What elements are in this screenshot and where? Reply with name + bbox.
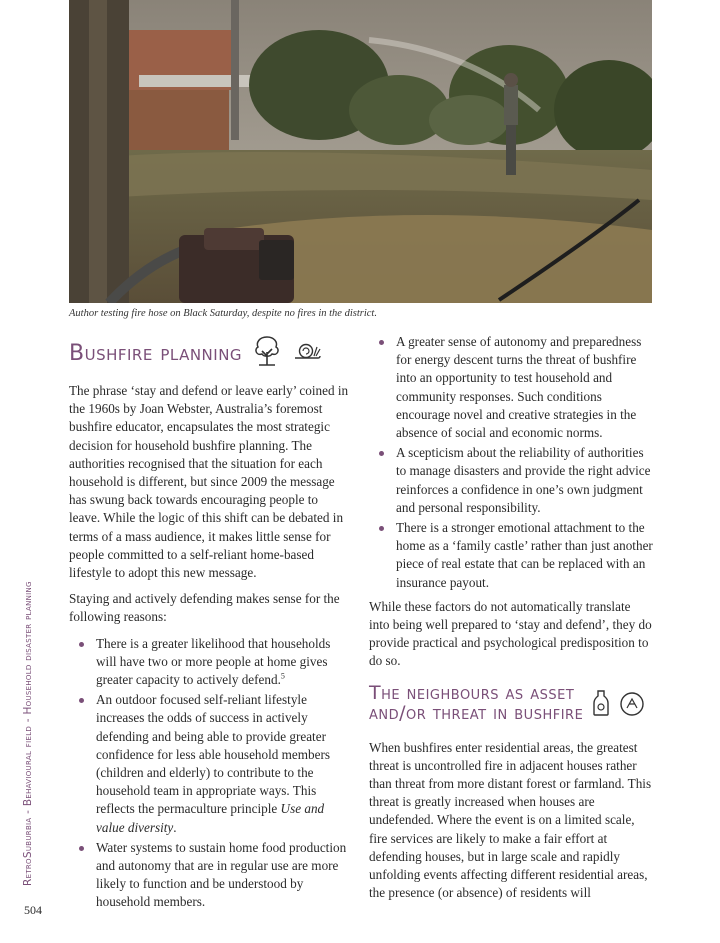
reasons-list-continued	[369, 333, 653, 592]
right-column	[369, 333, 653, 910]
paragraph: When bushfires enter residential areas, the greatest threat is uncontrolled fire in adjacent houses rather than threat from more distant forest or farmland. This threat is greatly increased when houses are undefended. Where the event is on a limited scale, fire services are likely to make a fair effort at defending houses, but in large scale and rapidly unfolding events affecting different residential areas, the presence (or absence) of residents will	[369, 739, 652, 901]
list-item	[369, 519, 653, 592]
garden-photo-illustration	[69, 0, 652, 303]
section-heading-neighbours	[369, 683, 653, 723]
list-item-text: There is a stronger emotional attachment to the home as a ‘family castle’ rather than just another piece of real estate that can be replaced with an insurance payout.	[396, 520, 653, 590]
list-item-end: .	[173, 819, 177, 835]
paragraph: The phrase ‘stay and defend or leave early’ coined in the 1960s by Joan Webster, Australia’s foremost bushfire educator, encapsulates the most strategic decision for household bushfire planning. The authorities recognised that the situation for each household is different, but since 2009 the message has swung back towards encouraging people to leave. While the logic of this shift can be debated in terms of a mass audience, it makes little sense for people committed to a self-reliant home-based lifestyle to adopt this new message.	[69, 383, 349, 581]
list-item-text: There is a greater likelihood that households will have two or more people at home gives greater capacity to actively defend.	[96, 635, 331, 688]
list-item	[69, 839, 351, 912]
section-title-line: and/or threat in bushfire	[369, 701, 584, 724]
section-title-line: The neighbours as asset	[369, 681, 575, 704]
section-heading-bushfire-planning	[69, 336, 351, 372]
paragraph: Staying and actively defending makes sense for the following reasons:	[69, 591, 340, 625]
page-number: 504	[24, 903, 42, 917]
list-item-text: A greater sense of autonomy and preparedness for energy descent turns the threat of bushfire into an opportunity to test household and community responses. Such conditions encourage novel and creative strategies in the absence of social and economic norms.	[396, 334, 642, 441]
list-item-text: Water systems to sustain home food production and autonomy that are in regular use are more likely to function and be understood by household members.	[96, 839, 347, 910]
principle-emphasis: Use and value diversity	[96, 801, 325, 835]
photo-caption: Author testing fire hose on Black Saturday, despite no fires in the district.	[69, 308, 377, 319]
list-item	[69, 691, 351, 837]
running-sidebar-title: RetroSuburbia - Behavioural field - Household disaster planning	[22, 581, 34, 886]
left-column	[69, 336, 351, 918]
section-title: Bushfire planning	[69, 341, 243, 366]
reasons-list	[69, 635, 351, 912]
skills-icon	[619, 691, 645, 722]
bottle-icon	[591, 689, 611, 722]
footnote-ref: 5	[280, 671, 285, 681]
paragraph: While these factors do not automatically translate into being well prepared to ‘stay and defend’, they do provide practical and psychological predisposition to do so.	[369, 598, 652, 669]
list-item-text: A scepticism about the reliability of authorities to manage disasters and provide the right advice reinforces a confidence in one’s own judgment and personal responsibility.	[396, 445, 651, 515]
section-title-block	[369, 683, 583, 723]
list-item	[369, 444, 653, 517]
list-item	[369, 333, 653, 442]
garden-photo	[69, 0, 652, 303]
tree-icon	[250, 334, 284, 373]
list-item	[69, 635, 351, 690]
list-item-text: An outdoor focused self-reliant lifestyle increases the odds of success in actively defending and being able to provide greater confidence for less able household members (children and elderly) to contribute to the household team in appropriate ways. This reflects the permaculture principle	[96, 692, 331, 817]
snail-icon	[292, 340, 322, 367]
